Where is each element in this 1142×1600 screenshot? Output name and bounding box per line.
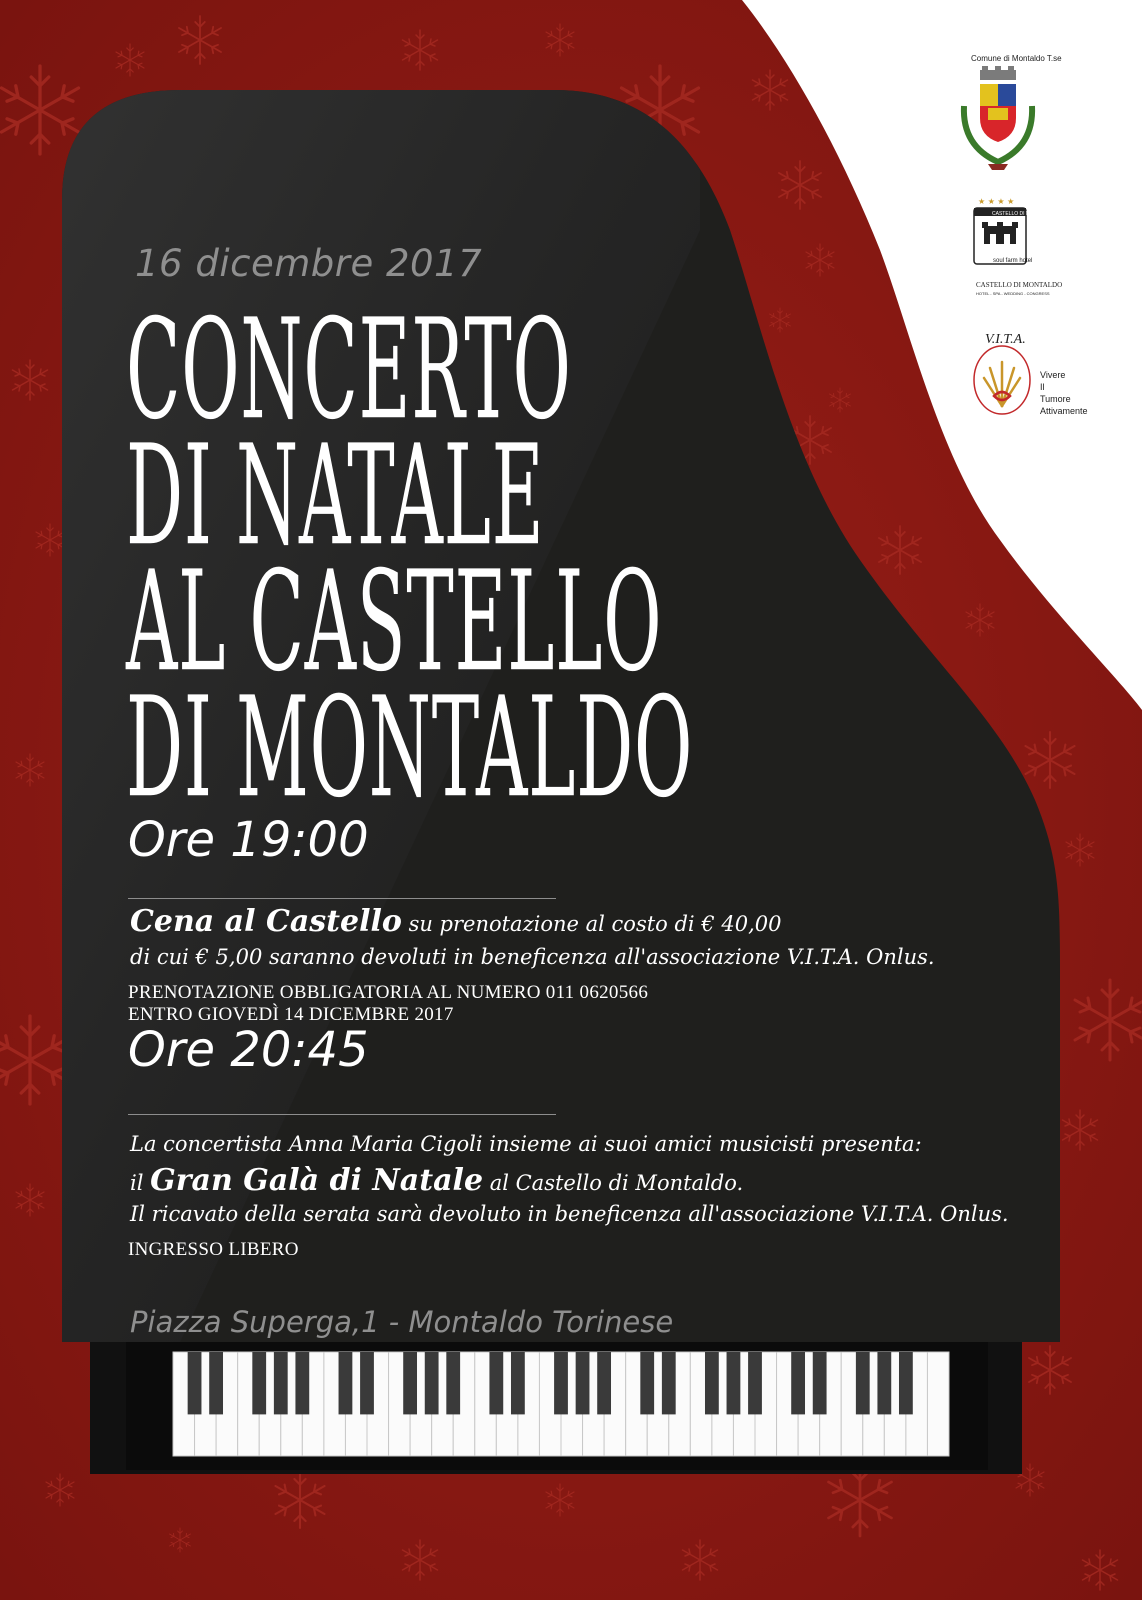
concert-time: Ore 20:45 <box>128 1022 369 1078</box>
vita-word-2: Il <box>1040 382 1045 392</box>
black-key <box>511 1352 525 1414</box>
black-key <box>748 1352 762 1414</box>
black-key <box>252 1352 266 1414</box>
black-key <box>446 1352 460 1414</box>
black-key <box>188 1352 202 1414</box>
concert-venue: al Castello di Montaldo. <box>483 1171 744 1195</box>
event-date: 16 dicembre 2017 <box>135 242 483 285</box>
black-key <box>554 1352 568 1414</box>
black-key <box>360 1352 374 1414</box>
black-key <box>813 1352 827 1414</box>
title-line-1: CONCERTO <box>126 290 572 451</box>
black-key <box>662 1352 676 1414</box>
dinner-price: su prenotazione al costo di € 40,00 <box>401 912 782 936</box>
concert-title: Gran Galà di Natale <box>150 1163 484 1198</box>
title-line-3: AL CASTELLO <box>126 542 663 703</box>
castle-caption: CASTELLO DI MONTALDO <box>976 281 1063 289</box>
black-key <box>856 1352 870 1414</box>
concert-prefix: il <box>130 1171 151 1195</box>
vita-word-1: Vivere <box>1040 370 1066 380</box>
svg-text:★ ★ ★ ★: ★ ★ ★ ★ <box>978 197 1015 206</box>
black-key <box>640 1352 654 1414</box>
vita-acronym: V.I.T.A. <box>985 332 1026 347</box>
title-line-4: DI MONTALDO <box>126 668 694 829</box>
black-key <box>403 1352 417 1414</box>
black-key <box>877 1352 891 1414</box>
concert-title-line <box>130 1163 743 1198</box>
piano-keys <box>173 1352 949 1456</box>
divider-line <box>128 898 556 899</box>
free-entry: INGRESSO LIBERO <box>128 1239 299 1260</box>
castle-logo-name: CASTELLO DI MONTALDO <box>992 211 1054 217</box>
black-key <box>727 1352 741 1414</box>
castle-logo-tagline: soul farm hotel <box>993 258 1033 264</box>
dinner-line-1 <box>130 904 781 939</box>
black-key <box>705 1352 719 1414</box>
black-key <box>339 1352 353 1414</box>
black-key <box>576 1352 590 1414</box>
concert-charity-note: Il ricavato della serata sarà devoluto in beneficenza all'associazione V.I.T.A. Onlus. <box>130 1202 1009 1226</box>
concert-intro: La concertista Anna Maria Cigoli insieme ai suoi amici musicisti presenta: <box>130 1132 922 1156</box>
dinner-charity-note: di cui € 5,00 saranno devoluti in beneficenza all'associazione V.I.T.A. Onlus. <box>130 945 935 969</box>
comune-caption: Comune di Montaldo T.se <box>971 54 1062 63</box>
vita-association-logo-icon <box>972 340 1038 416</box>
vita-word-4: Attivamente <box>1040 406 1088 416</box>
black-key <box>209 1352 223 1414</box>
booking-phone: PRENOTAZIONE OBBLIGATORIA AL NUMERO 011 0620566 <box>128 982 649 1003</box>
black-key <box>295 1352 309 1414</box>
black-key <box>425 1352 439 1414</box>
comune-coat-of-arms-icon <box>958 66 1038 176</box>
black-key <box>791 1352 805 1414</box>
black-key <box>489 1352 503 1414</box>
white-key <box>927 1352 949 1456</box>
booking-deadline: ENTRO GIOVEDÌ 14 DICEMBRE 2017 <box>128 1004 454 1025</box>
castle-services: HOTEL - SPA - WEDDING - CONGRESS <box>976 291 1050 296</box>
title-line-2: DI NATALE <box>126 416 545 577</box>
black-key <box>597 1352 611 1414</box>
event-address: Piazza Superga,1 - Montaldo Torinese <box>130 1305 674 1339</box>
dinner-title: Cena al Castello <box>130 904 402 939</box>
divider-line <box>128 1114 556 1115</box>
vita-word-3: Tumore <box>1040 394 1071 404</box>
black-key <box>899 1352 913 1414</box>
dinner-time: Ore 19:00 <box>128 812 369 868</box>
black-key <box>274 1352 288 1414</box>
